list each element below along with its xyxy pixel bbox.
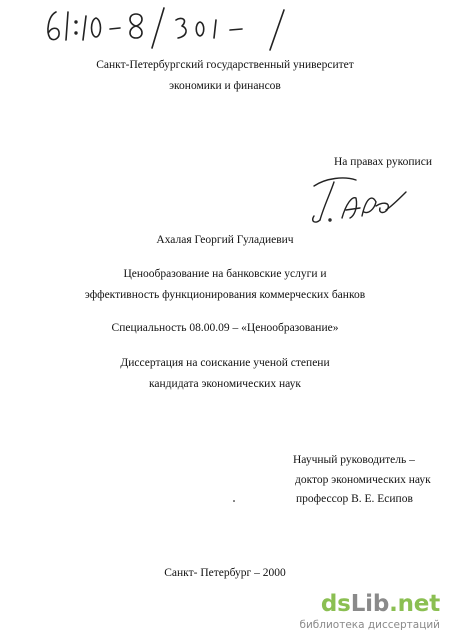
specialty: Специальность 08.00.09 – «Ценообразование» (111, 322, 339, 334)
university-name-line1: Санкт-Петербургский государственный университет (96, 59, 354, 71)
university-name-line2: экономики и финансов (169, 80, 281, 92)
dslib-watermark (300, 591, 440, 637)
logo-lib-text: Lib (350, 591, 390, 617)
scan-speck (233, 500, 235, 502)
degree-line2: кандидата экономических наук (149, 378, 301, 390)
place-and-year: Санкт- Петербург – 2000 (164, 567, 286, 579)
degree-line1: Диссертация на соискание ученой степени (120, 357, 330, 369)
supervisor-line2: доктор экономических наук (295, 474, 431, 486)
handwritten-archive-number (20, 2, 320, 52)
supervisor-line3: профессор В. Е. Есипов (296, 493, 413, 505)
dissertation-title-line1: Ценообразование на банковские услуги и (123, 268, 327, 280)
dslib-logo (321, 591, 440, 617)
author-signature (300, 168, 410, 230)
logo-ds-text: ds (320, 591, 351, 617)
rights-note: На правах рукописи (334, 156, 432, 168)
dissertation-title-line2: эффективность функционирования коммерческих банков (84, 289, 366, 301)
supervisor-line1: Научный руководитель – (293, 454, 415, 466)
dslib-subtitle: библиотека диссертаций (299, 619, 440, 631)
author-name: Ахалая Георгий Гуладиевич (156, 234, 294, 246)
logo-net-text: .net (389, 591, 440, 617)
